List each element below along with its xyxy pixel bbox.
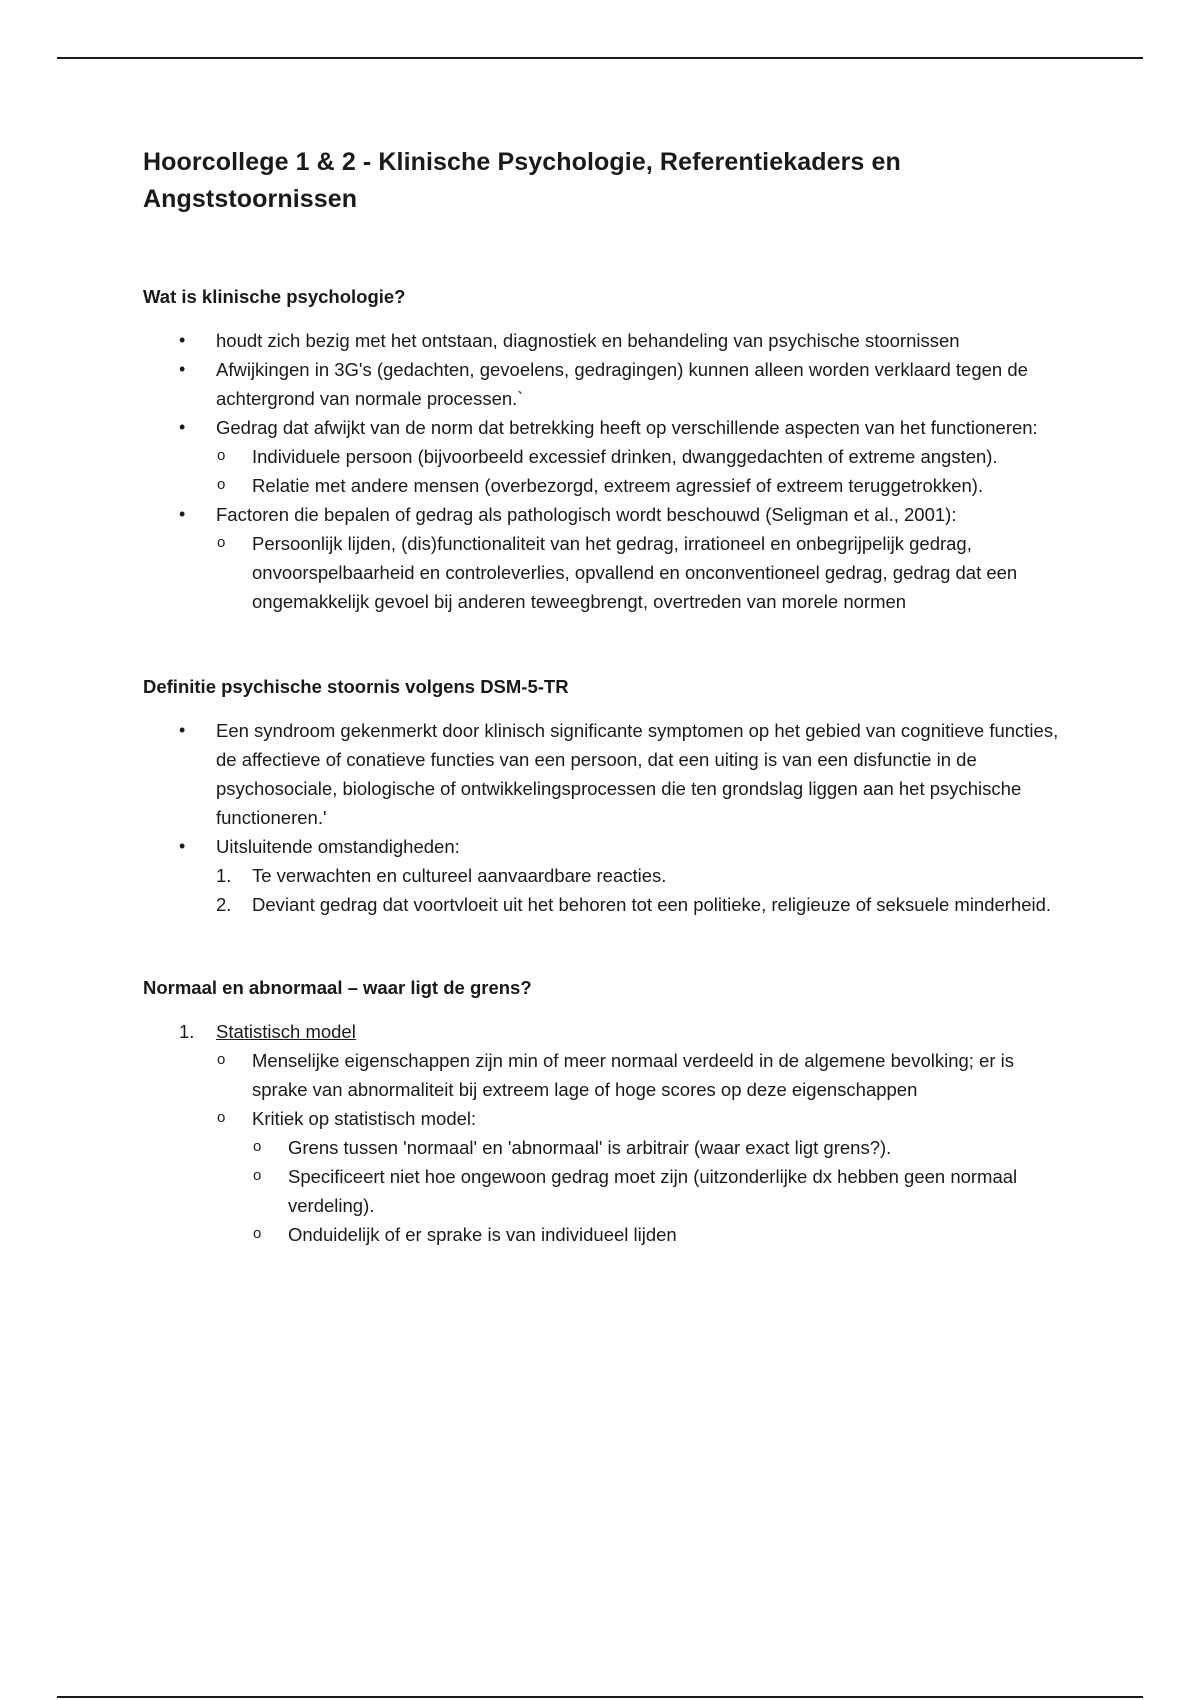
document-title: Hoorcollege 1 & 2 - Klinische Psychologie, Referentiekaders en Angststoornissen [143, 148, 901, 213]
bullet-list [143, 326, 1063, 616]
top-rule [57, 57, 1143, 59]
list-item-text: Gedrag dat afwijkt van de norm dat betrekking heeft op verschillende aspecten van het functioneren: [216, 417, 1038, 438]
sub-list-item [216, 529, 1063, 616]
list-item [143, 326, 1063, 355]
document-page [143, 144, 1063, 1249]
numbered-item [216, 861, 1063, 890]
list-item [143, 355, 1063, 413]
sub-list [216, 442, 1063, 500]
sub-list-item-text: Persoonlijk lijden, (dis)functionaliteit van het gedrag, irrationeel en onbegrijpelijk gedrag, onvoorspelbaarheid en controleverlies, opvallend en onconventioneel gedrag, gedrag dat een ongemakkelijk gevoel bij anderen teweegbrengt, overtreden van morele normen [252, 533, 1018, 612]
sub-list-item-text: Kritiek op statistisch model: [252, 1108, 477, 1129]
list-item-text: houdt zich bezig met het ontstaan, diagnostiek en behandeling van psychische stoornissen [216, 330, 960, 351]
sub-sub-list-item [252, 1162, 1063, 1220]
bullet-list [143, 716, 1063, 919]
numbered-item-text: Statistisch model [216, 1021, 356, 1042]
sub-list [216, 529, 1063, 616]
numbered-item [216, 890, 1063, 919]
list-item-text: Uitsluitende omstandigheden: [216, 836, 460, 857]
numbered-item [143, 1017, 1063, 1249]
sub-sub-list-item-text: Specificeert niet hoe ongewoon gedrag moet zijn (uitzonderlijke dx hebben geen normaal verdeling). [288, 1166, 1018, 1216]
list-item [143, 500, 1063, 616]
list-item-text: Afwijkingen in 3G's (gedachten, gevoelens, gedragingen) kunnen alleen worden verklaard tegen de achtergrond van normale processen.` [216, 359, 1028, 409]
sub-list-item-text: Relatie met andere mensen (overbezorgd, extreem agressief of extreem teruggetrokken). [252, 475, 984, 496]
numbered-item-text: Deviant gedrag dat voortvloeit uit het behoren tot een politieke, religieuze of seksuele minderheid. [252, 894, 1052, 915]
section-heading-definitie-dsm: Definitie psychische stoornis volgens DSM-5-TR [143, 676, 569, 697]
list-item [143, 832, 1063, 919]
sub-list-item [216, 471, 1063, 500]
numbered-item-text: Te verwachten en cultureel aanvaardbare reacties. [252, 865, 667, 886]
list-item [143, 716, 1063, 832]
sub-sub-list [252, 1133, 1063, 1249]
bottom-rule [57, 1696, 1143, 1698]
sub-list-item [216, 442, 1063, 471]
sub-sub-list-item [252, 1133, 1063, 1162]
sub-sub-list-item-text: Grens tussen 'normaal' en 'abnormaal' is arbitrair (waar exact ligt grens?). [288, 1137, 892, 1158]
section-heading-klinische-psychologie: Wat is klinische psychologie? [143, 286, 406, 307]
numbered-sub-list [216, 861, 1063, 919]
numbered-list [143, 1017, 1063, 1249]
sub-list-item-text: Individuele persoon (bijvoorbeeld excessief drinken, dwanggedachten of extreme angsten). [252, 446, 998, 467]
sub-sub-list-item [252, 1220, 1063, 1249]
sub-list-item [216, 1104, 1063, 1249]
sub-list [216, 1046, 1063, 1249]
list-item-text: Factoren die bepalen of gedrag als pathologisch wordt beschouwd (Seligman et al., 2001): [216, 504, 957, 525]
sub-list-item [216, 1046, 1063, 1104]
list-item-text: Een syndroom gekenmerkt door klinisch significante symptomen op het gebied van cognitieve functies, de affectieve of conatieve functies van een persoon, dat een uiting is van een disfunctie in de psychosociale, biologische of ontwikkelingsprocessen die ten grondslag liggen aan het psychische functioneren.' [216, 720, 1059, 828]
sub-list-item-text: Menselijke eigenschappen zijn min of meer normaal verdeeld in de algemene bevolking; er is sprake van abnormaliteit bij extreem lage of hoge scores op deze eigenschappen [252, 1050, 1015, 1100]
sub-sub-list-item-text: Onduidelijk of er sprake is van individueel lijden [288, 1224, 677, 1245]
section-heading-normaal-abnormaal: Normaal en abnormaal – waar ligt de grens? [143, 977, 532, 998]
list-item [143, 413, 1063, 500]
